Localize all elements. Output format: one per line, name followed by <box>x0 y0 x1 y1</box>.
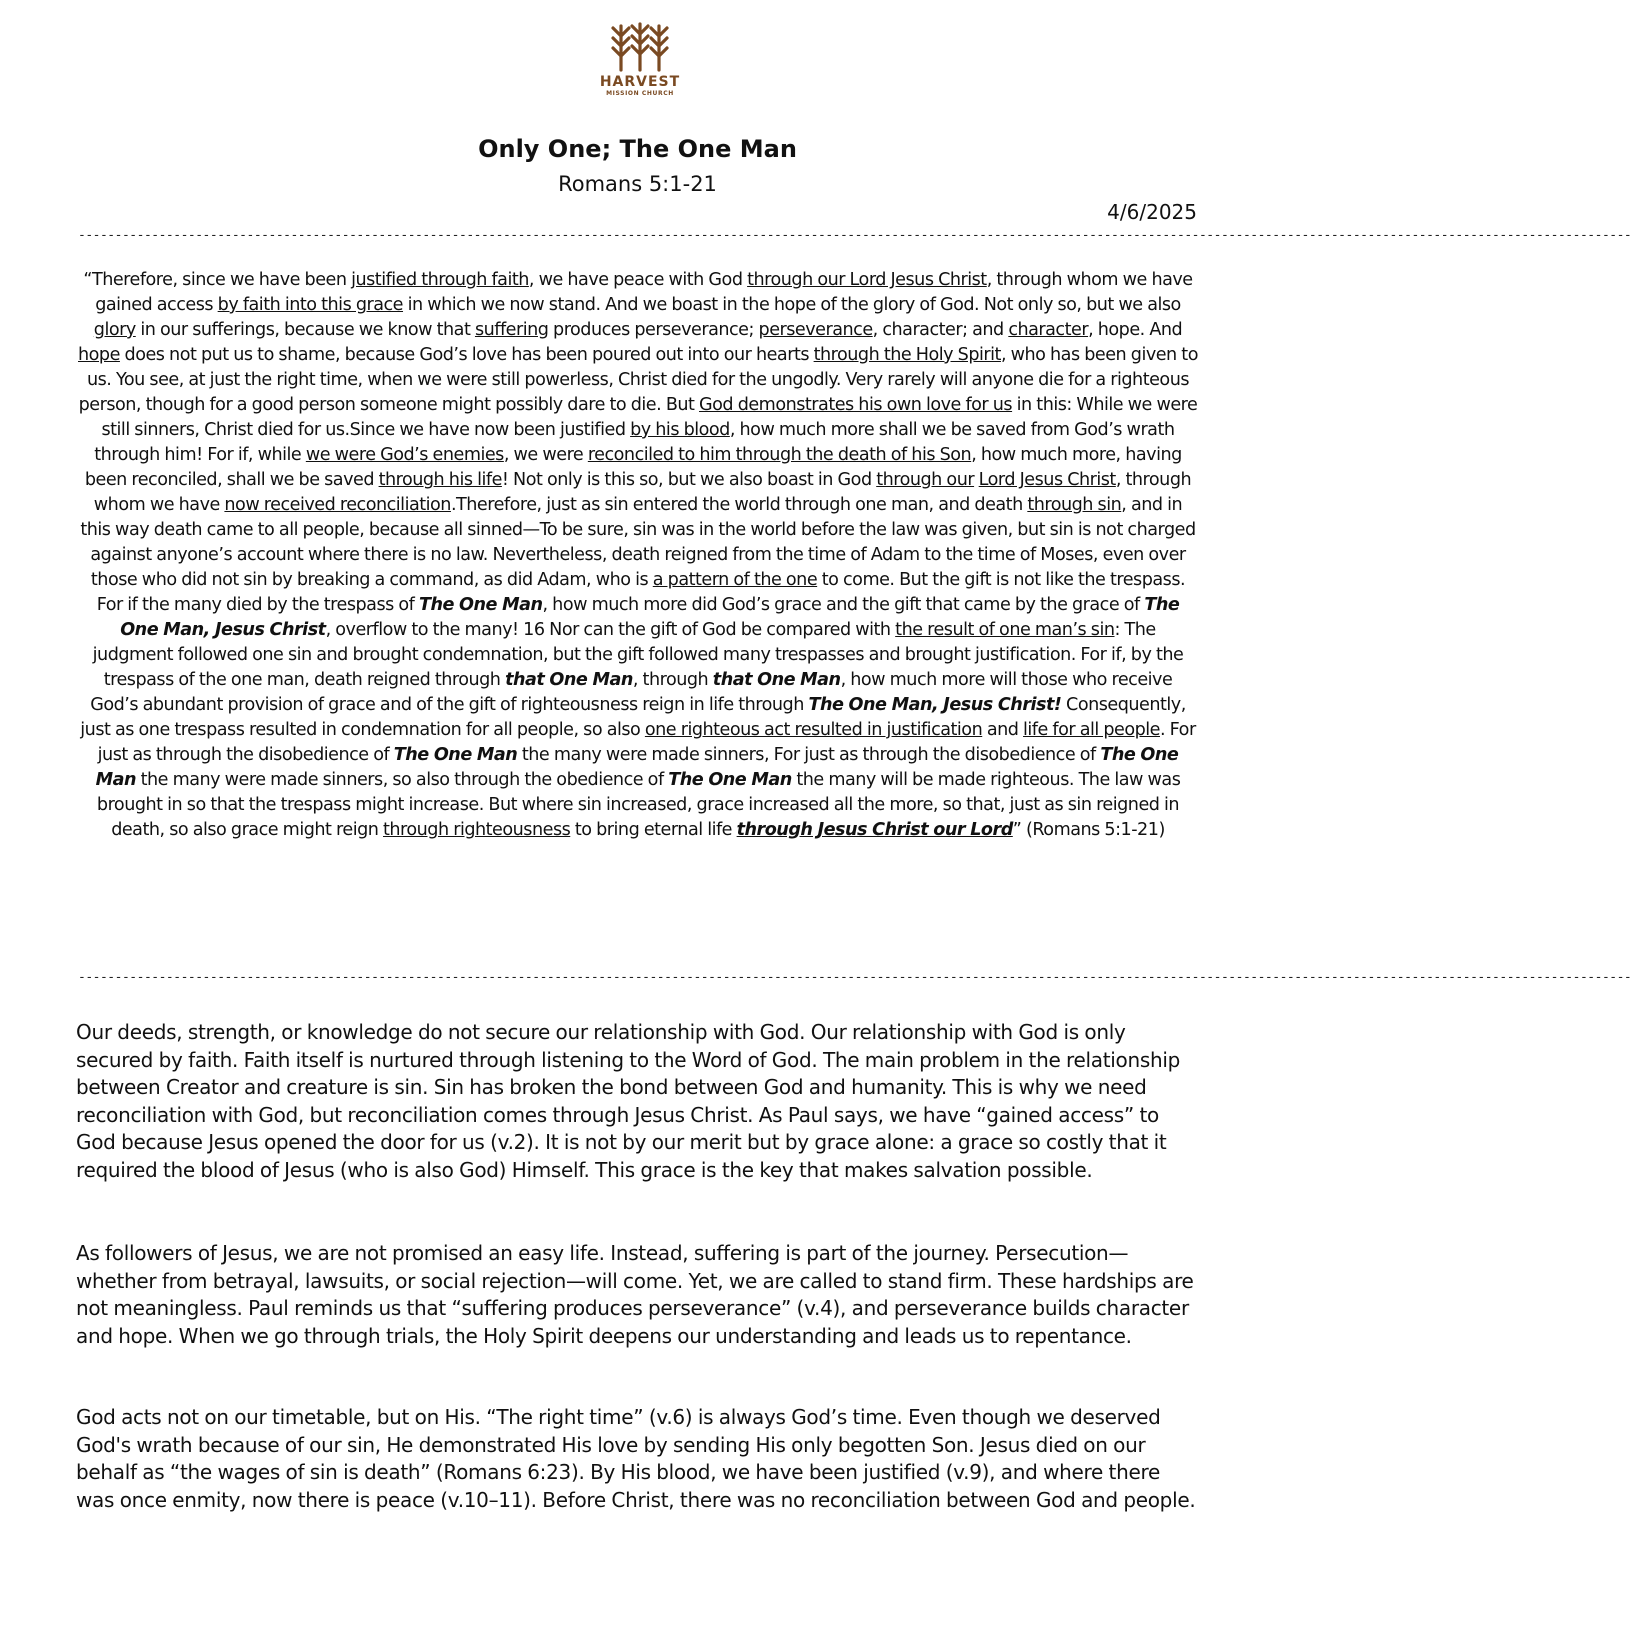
scripture-segment: Consequently, just as one trespass resulted in condemnation for all people, so also <box>80 695 1186 740</box>
scripture-segment: one righteous act resulted in justification <box>644 720 983 740</box>
scripture-segment: the many will be made righteous. The law was brought in so that the trespass might increase. But where sin increased, grace increased all the more, so that, just as sin reigned in death, so also grace might reign <box>96 770 1181 840</box>
scripture-segment: ! Not only is this so, but we also boast in God <box>501 470 877 490</box>
scripture-segment: , how much more did God’s grace and the gift that came by the grace of <box>542 595 1145 615</box>
scripture-segment: that One Man <box>712 670 841 690</box>
scripture-segment: ” (Romans 5:1-21) <box>1012 820 1165 840</box>
scripture-segment: “Therefore, since we have been <box>83 270 352 290</box>
scripture-segment: that One Man <box>505 670 633 690</box>
scripture-segment: the many were made sinners, so also through the obedience of <box>136 770 669 790</box>
scripture-segment: , overflow to the many! 16 Nor can the gift of God be compared with <box>325 620 896 640</box>
scripture-segment: through righteousness <box>383 820 571 840</box>
scripture-segment: , hope. And <box>1088 320 1183 340</box>
scripture-segment: , through whom we have <box>93 470 1192 515</box>
scripture-segment: suffering <box>474 320 549 340</box>
scripture-passage <box>78 268 1198 843</box>
scripture-segment: life for all people <box>1023 720 1160 740</box>
logo-name: HARVEST <box>599 74 681 90</box>
scripture-segment: in our sufferings, because we know that <box>135 320 475 340</box>
scripture-segment: , character; and <box>872 320 1009 340</box>
scripture-segment: The One Man <box>668 770 792 790</box>
scripture-segment: , and in this way death came to all people, because all sinned—To be sure, sin was in the world before the law was given, but sin is not charged against anyone’s account where there is no law. Nevertheless, death reigned from the time of Adam to the time of Moses, even over those who did not sin by breaking a command, as did Adam, who is <box>80 495 1196 590</box>
scripture-segment: justified through faith <box>351 270 529 290</box>
scripture-segment: produces perseverance; <box>548 320 759 340</box>
scripture-segment: , we were <box>503 445 588 465</box>
scripture-segment: perseverance <box>758 320 873 340</box>
scripture-segment: reconciled to him through the death of his Son <box>587 445 972 465</box>
scripture-segment: , who has been given to us. You see, at just the right time, when we were still powerless, Christ died for the ungodly. Very rarely will anyone die for a righteous person, though for a good person someone might possibly dare to die. But <box>78 345 1198 415</box>
scripture-segment: through our Lord Jesus Christ <box>747 270 987 290</box>
scripture-segment: , how much more, having been reconciled, shall we be saved <box>84 445 1182 490</box>
scripture-segment: in this: While we were still sinners, Christ died for us.Since we have now been justified <box>101 395 1198 440</box>
scripture-segment: : The judgment followed one sin and brought condemnation, but the gift followed many trespasses and brought justification. For if, by the trespass of the one man, death reigned through <box>92 620 1184 690</box>
scripture-segment: . For just as through the disobedience of <box>97 720 1196 765</box>
scripture-segment: we were God’s enemies <box>305 445 504 465</box>
body-paragraph-1: Our deeds, strength, or knowledge do not secure our relationship with God. Our relationship with God is only secured by faith. Faith itself is nurtured through listening to the Word of God. The main problem in the relationship between Creator and creature is sin. Sin has broken the bond between God and humanity. This is why we need reconciliation with God, but reconciliation comes through Jesus Christ. As Paul says, we have “gained access” to God because Jesus opened the door for us (v.2). It is not by our merit but by grace alone: a grace so costly that it required the blood of Jesus (who is also God) Himself. This grace is the key that makes salvation possible. <box>76 1020 1180 1182</box>
divider-top: -------------------------------------------------------------------------------------------------------------------------------------------------------------------------------------------------------------------- <box>78 228 1631 243</box>
wheat-icon <box>609 20 671 72</box>
scripture-segment: by his blood <box>630 420 730 440</box>
scripture-segment: Lord Jesus Christ <box>978 470 1116 490</box>
scripture-reference: Romans 5:1-21 <box>558 172 717 196</box>
body-paragraph-3: God acts not on our timetable, but on His. “The right time” (v.6) is always God’s time. Even though we deserved God's wrath because of our sin, He demonstrated His love by sending His only begotten Son. Jesus died on our behalf as “the wages of sin is death” (Romans 6:23). By His blood, we have been justified (v.9), and where there was once enmity, now there is peace (v.10–11). Before Christ, there was no reconciliation between God and people. <box>76 1405 1196 1512</box>
scripture-segment: God demonstrates his own love for us <box>699 395 1013 415</box>
scripture-segment: the result of one man’s sin <box>895 620 1115 640</box>
scripture-segment: The One Man <box>393 745 518 765</box>
scripture-segment: The One Man, Jesus Christ <box>120 595 1180 640</box>
scripture-segment: hope <box>78 345 120 365</box>
scripture-segment: , how much more shall we be saved from God’s wrath through him! For if, while <box>94 420 1175 465</box>
sermon-date: 4/6/2025 <box>1107 200 1197 224</box>
scripture-segment: through our <box>876 470 975 490</box>
scripture-segment: in which we now stand. And we boast in the hope of the glory of God. Not only so, but we also <box>403 295 1181 315</box>
scripture-segment: The One Man, Jesus Christ! <box>808 695 1062 715</box>
scripture-segment: , how much more will those who receive God’s abundant provision of grace and of the gift of righteousness reign in life through <box>90 670 1173 715</box>
scripture-segment: The One Man <box>418 595 543 615</box>
scripture-segment: to bring eternal life <box>570 820 737 840</box>
sermon-title: Only One; The One Man <box>478 135 797 163</box>
scripture-segment: , through whom we have gained access <box>95 270 1193 315</box>
scripture-segment: .Therefore, just as sin entered the world through one man, and death <box>450 495 1028 515</box>
scripture-segment: to come. But the gift is not like the trespass. For if the many died by the trespass of <box>96 570 1186 615</box>
divider-bottom: -------------------------------------------------------------------------------------------------------------------------------------------------------------------------------------------------------------------- <box>78 970 1631 985</box>
body-paragraph-2: As followers of Jesus, we are not promised an easy life. Instead, suffering is part of the journey. Persecution—whether from betrayal, lawsuits, or social rejection—will come. Yet, we are called to stand firm. These hardships are not meaningless. Paul reminds us that “suffering produces perseverance” (v.4), and perseverance builds character and hope. When we go through trials, the Holy Spirit deepens our understanding and leads us to repentance. <box>76 1241 1194 1348</box>
scripture-segment: through the Holy Spirit <box>813 345 1001 365</box>
logo-subtitle: MISSION CHURCH <box>606 90 674 97</box>
scripture-segment: through sin <box>1027 495 1122 515</box>
scripture-segment: character <box>1008 320 1089 340</box>
scripture-segment: through his life <box>378 470 502 490</box>
scripture-segment: now received reconciliation <box>224 495 451 515</box>
scripture-segment: through Jesus Christ our Lord <box>736 820 1013 840</box>
scripture-segment: glory <box>93 320 136 340</box>
scripture-segment: by faith into this grace <box>217 295 404 315</box>
scripture-segment: The One Man <box>95 745 1179 790</box>
scripture-segment: the many were made sinners, For just as through the disobedience of <box>517 745 1101 765</box>
scripture-segment: a pattern of the one <box>652 570 818 590</box>
scripture-segment: does not put us to shame, because God’s love has been poured out into our hearts <box>119 345 814 365</box>
scripture-segment: , through <box>632 670 713 690</box>
scripture-segment: , we have peace with God <box>528 270 748 290</box>
church-logo <box>580 20 700 110</box>
scripture-segment: and <box>982 720 1024 740</box>
